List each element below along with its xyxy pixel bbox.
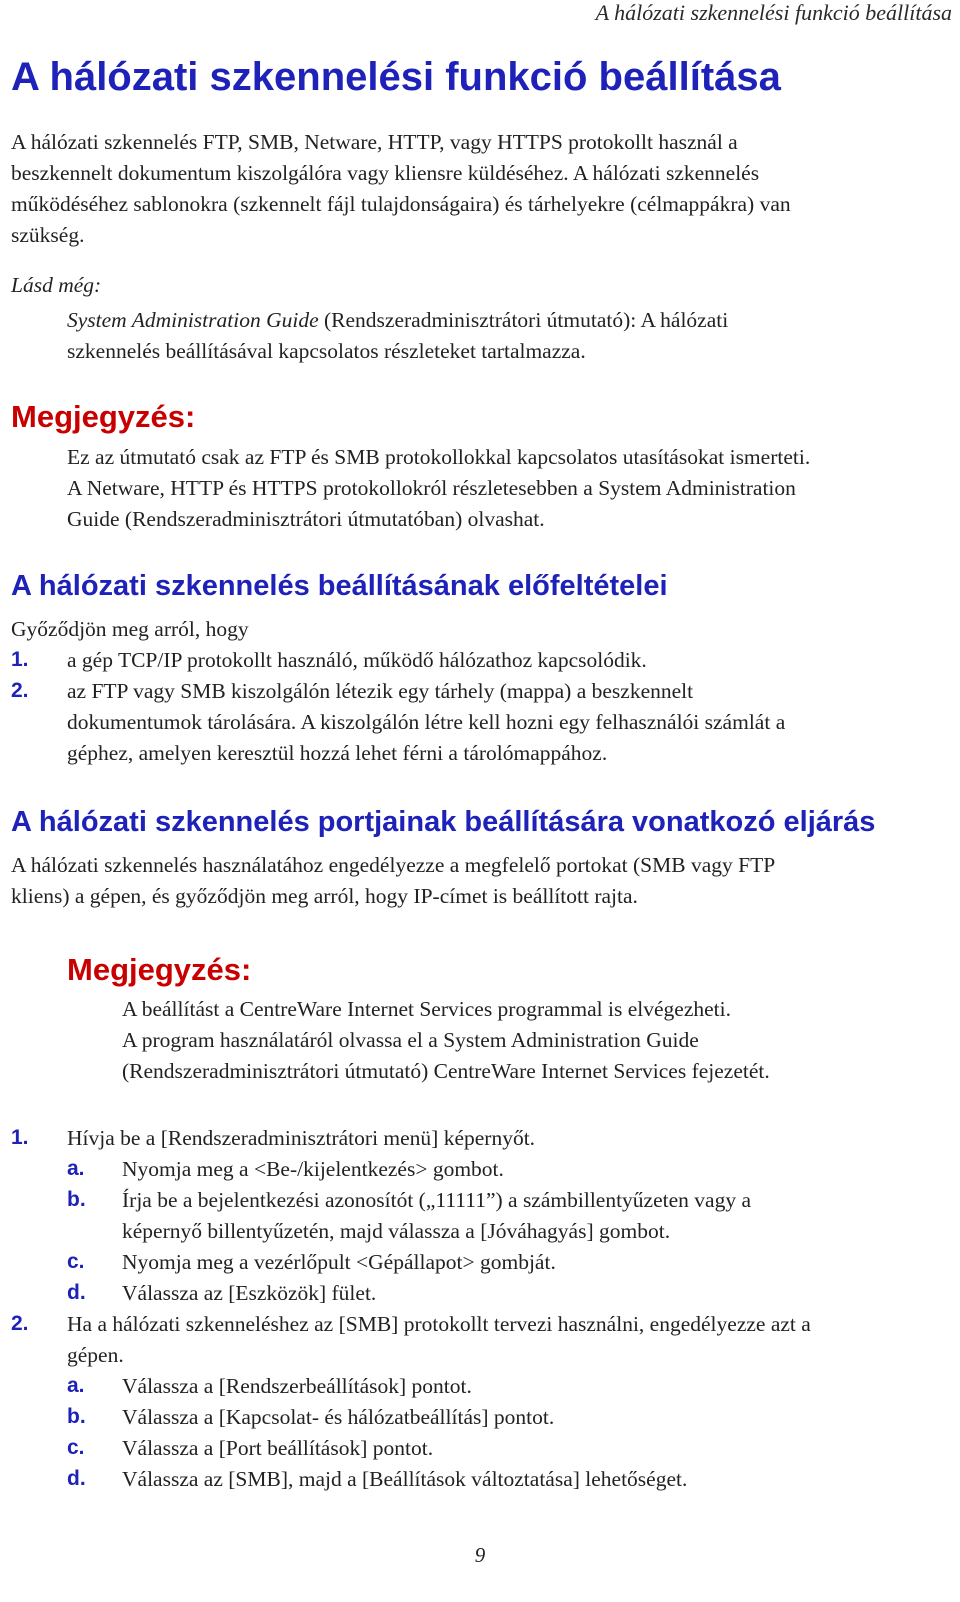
note-body — [67, 442, 810, 535]
step-number: 2. — [11, 1312, 29, 1335]
step-line: Ha a hálózati szkenneléshez az [SMB] protokollt tervezi használni, engedélyezze azt a — [67, 1312, 811, 1336]
see-also-line — [67, 305, 728, 336]
substep-letter: d. — [67, 1281, 86, 1304]
see-also-line: szkennelés beállításával kapcsolatos részleteket tartalmazza. — [67, 339, 586, 363]
step-line: gépen. — [67, 1343, 124, 1367]
page-title: A hálózati szkennelési funkció beállítása — [11, 55, 781, 99]
substep-text: Válassza az [SMB], majd a [Beállítások változtatása] lehetőséget. — [122, 1467, 688, 1491]
intro-line: beszkennelt dokumentum kiszolgálóra vagy kliensre küldéséhez. A hálózati szkennelés — [11, 161, 760, 185]
substep-text: Válassza a [Rendszerbeállítások] pontot. — [122, 1374, 472, 1398]
running-header: A hálózati szkennelési funkció beállítása — [595, 0, 952, 25]
note-label: Megjegyzés: — [11, 399, 196, 434]
note-line: Ez az útmutató csak az FTP és SMB protokollokkal kapcsolatos utasításokat ismerteti. — [67, 445, 811, 469]
section-heading-prereq: A hálózati szkennelés beállításának előfeltételei — [11, 570, 668, 602]
ports-line: A hálózati szkennelés használatához engedélyezze a megfelelő portokat (SMB vagy FTP — [11, 853, 776, 877]
step-text: Hívja be a [Rendszeradminisztrátori menü] képernyőt. — [67, 1126, 536, 1150]
substep-letter: b. — [67, 1188, 86, 1211]
list-item-line: a gép TCP/IP protokollt használó, működő hálózathoz kapcsolódik. — [67, 648, 647, 672]
substep-letter: a. — [67, 1374, 85, 1397]
step-number: 1. — [11, 1126, 29, 1149]
substep-text: Válassza a [Port beállítások] pontot. — [122, 1436, 434, 1460]
substep-line: képernyő billentyűzetén, majd válassza a [Jóváhagyás] gombot. — [122, 1219, 671, 1243]
intro-line: működéséhez sablonokra (szkennelt fájl tulajdonságaira) és tárhelyekre (célmappákra) van — [11, 192, 791, 216]
substep-line: Írja be a bejelentkezési azonosítót („11111”) a számbillentyűzeten vagy a — [122, 1188, 751, 1212]
list-item-line: géphez, amelyen keresztül hozzá lehet férni a tárolómappához. — [67, 741, 608, 765]
intro-line: szükség. — [11, 223, 85, 247]
substep-letter: b. — [67, 1405, 86, 1428]
note-line: (Rendszeradminisztrátori útmutató) CentreWare Internet Services fejezetét. — [122, 1059, 770, 1083]
substep-text: Nyomja meg a vezérlőpult <Gépállapot> gombját. — [122, 1250, 556, 1274]
list-item — [67, 676, 785, 769]
ports-line: kliens) a gépen, és győződjön meg arról, hogy IP-címet is beállított rajta. — [11, 884, 638, 908]
substep-text: Válassza a [Kapcsolat- és hálózatbeállítás] pontot. — [122, 1405, 555, 1429]
see-also-label: Lásd még: — [11, 273, 102, 297]
intro-line: A hálózati szkennelés FTP, SMB, Netware, HTTP, vagy HTTPS protokollt használ a — [11, 130, 738, 154]
see-also-rest: (Rendszeradminisztrátori útmutató): A hálózati — [318, 308, 729, 332]
page-number: 9 — [474, 1543, 486, 1567]
list-number: 2. — [11, 679, 29, 702]
substep-text: Válassza az [Eszközök] fület. — [122, 1281, 377, 1305]
section-heading-ports: A hálózati szkennelés portjainak beállítására vonatkozó eljárás — [11, 806, 876, 838]
ports-paragraph — [11, 850, 775, 912]
substep-letter: c. — [67, 1436, 85, 1459]
substep-letter: d. — [67, 1467, 86, 1490]
see-also-text — [67, 305, 728, 367]
list-item — [67, 645, 647, 676]
substep-text — [122, 1185, 751, 1247]
note-line: Guide (Rendszeradminisztrátori útmutatóban) olvashat. — [67, 507, 545, 531]
step-text — [67, 1309, 811, 1371]
substep-text: Nyomja meg a <Be-/kijelentkezés> gombot. — [122, 1157, 504, 1181]
note-line: A Netware, HTTP és HTTPS protokollokról részletesebben a System Administration — [67, 476, 796, 500]
note-line: A program használatáról olvassa el a System Administration Guide — [122, 1028, 699, 1052]
list-item-line: az FTP vagy SMB kiszolgálón létezik egy tárhely (mappa) a beszkennelt — [67, 679, 694, 703]
substep-letter: a. — [67, 1157, 85, 1180]
prereq-lead: Győződjön meg arról, hogy — [11, 617, 249, 641]
substep-letter: c. — [67, 1250, 85, 1273]
list-item-line: dokumentumok tárolására. A kiszolgálón létre kell hozni egy felhasználói számlát a — [67, 710, 786, 734]
intro-paragraph — [11, 127, 791, 251]
list-number: 1. — [11, 648, 29, 671]
guide-title: System Administration Guide — [67, 308, 319, 332]
note-body — [122, 994, 770, 1087]
note-line: A beállítást a CentreWare Internet Services programmal is elvégezheti. — [122, 997, 731, 1021]
note-label: Megjegyzés: — [67, 952, 252, 987]
